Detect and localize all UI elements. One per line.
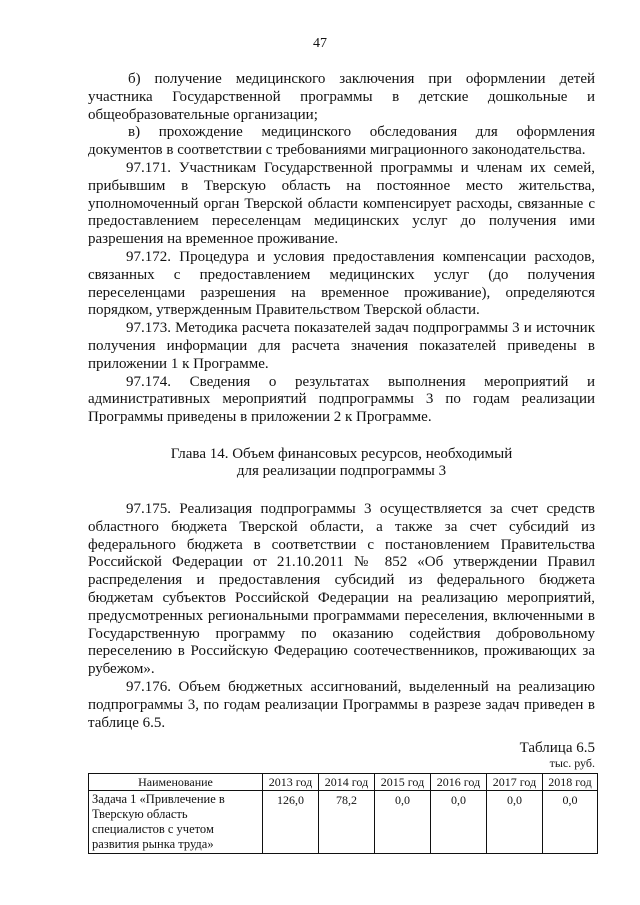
chapter-heading — [88, 446, 595, 481]
column-header-2018: 2018 год — [543, 774, 598, 791]
column-header-2015: 2015 год — [375, 774, 431, 791]
cell-2017: 0,0 — [487, 791, 543, 854]
table-header-row — [89, 774, 598, 791]
column-header-2013: 2013 год — [263, 774, 319, 791]
paragraph-97-172: 97.172. Процедура и условия предоставления компенсации расходов, связанных с предоставлением медицинских услуг (до получения переселенцами разрешения на временное проживание), определяются порядком, утвержденным Правительством Тверской области. — [88, 248, 595, 319]
paragraph-97-175: 97.175. Реализация подпрограммы 3 осуществляется за счет средств областного бюджета Тверской области, а также за счет субсидий из федерального бюджета в соответствии с постановлением Правительства Российской Федерации от 21.10.2011 № 852 «Об утверждении Правил распределения и предоставления субсидий из федерального бюджета бюджетам субъектов Российской Федерации на реализацию мероприятий, предусмотренных региональными программами переселения, включенными в Государственную программу по оказанию содействия добровольному переселению в Российскую Федерацию соотечественников, проживающих за рубежом». — [88, 500, 595, 678]
row-task-name: Задача 1 «Привлечение в Тверскую область специалистов с учетом развития рынка труда» — [89, 791, 263, 854]
column-header-name: Наименование — [89, 774, 263, 791]
page-content — [88, 71, 595, 854]
cell-2016: 0,0 — [431, 791, 487, 854]
chapter-heading-line1: Глава 14. Объем финансовых ресурсов, необходимый — [170, 445, 513, 462]
table-caption: Таблица 6.5 — [519, 740, 595, 757]
paragraph-item-v: в) прохождение медицинского обследования для оформления документов в соответствии с требованиями миграционного законодательства. — [88, 124, 595, 159]
chapter-heading-line2: для реализации подпрограммы 3 — [236, 463, 447, 480]
cell-2018: 0,0 — [543, 791, 598, 854]
paragraph-item-b: б) получение медицинского заключения при оформлении детей участника Государственной программы в детские дошкольные и общеобразовательные организации; — [88, 71, 595, 123]
table-units: тыс. руб. — [549, 756, 595, 771]
finance-table — [88, 773, 598, 854]
paragraph-97-173: 97.173. Методика расчета показателей задач подпрограммы 3 и источник получения информации для расчета значения показателей приведены в приложении 1 к Программе. — [88, 320, 595, 372]
paragraph-97-176: 97.176. Объем бюджетных ассигнований, выделенный на реализацию подпрограммы 3, по годам реализации Программы в разрезе задач приведен в таблице 6.5. — [88, 678, 595, 731]
table-row — [89, 791, 598, 854]
cell-2014: 78,2 — [319, 791, 375, 854]
column-header-2017: 2017 год — [487, 774, 543, 791]
paragraph-97-174: 97.174. Сведения о результатах выполнения мероприятий и административных мероприятий подпрограммы 3 по годам реализации Программы приведены в приложении 2 к Программе. — [88, 373, 595, 426]
column-header-2014: 2014 год — [319, 774, 375, 791]
page-number: 47 — [313, 36, 327, 51]
cell-2015: 0,0 — [375, 791, 431, 854]
paragraph-97-171: 97.171. Участникам Государственной программы и членам их семей, прибывшим в Тверскую область на постоянное место жительства, уполномоченный орган Тверской области компенсирует расходы, связанные с предоставлением переселенцам медицинских услуг до получения ими разрешения на временное проживание. — [88, 159, 595, 248]
cell-2013: 126,0 — [263, 791, 319, 854]
column-header-2016: 2016 год — [431, 774, 487, 791]
